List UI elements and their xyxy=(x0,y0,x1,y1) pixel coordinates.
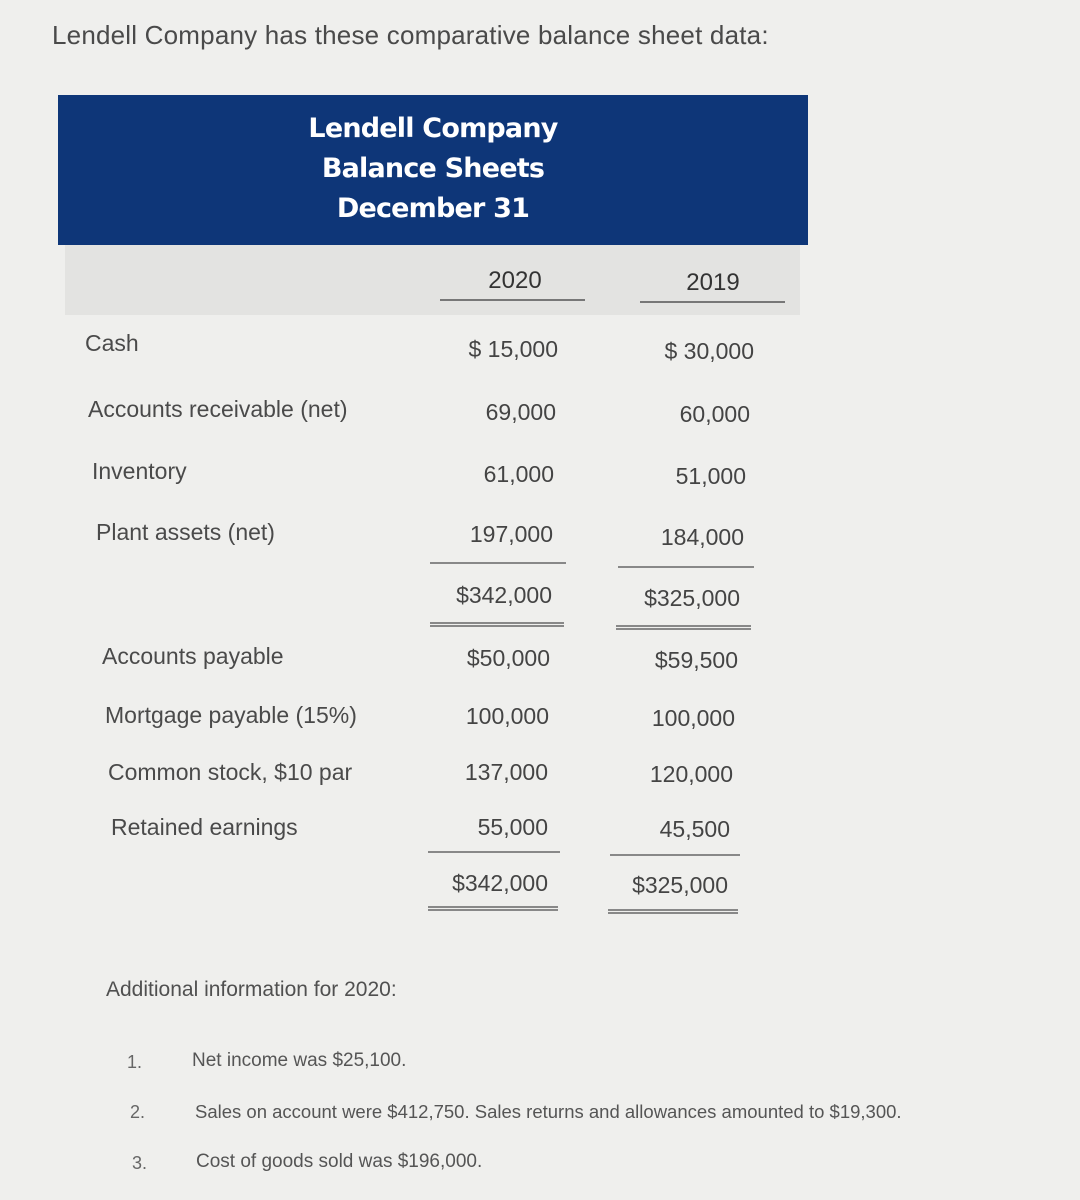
inventory-2019: 51,000 xyxy=(675,463,746,489)
assets-total-double-rule-2019 xyxy=(616,625,751,630)
inventory-2020: 61,000 xyxy=(483,461,554,487)
row-label-inventory: Inventory xyxy=(92,458,187,484)
plant-assets-2019: 184,000 xyxy=(660,524,744,550)
statement-header xyxy=(58,95,808,245)
info-item-number: 2. xyxy=(130,1102,146,1122)
info-item-net-income: Net income was $25,100. xyxy=(192,1050,407,1071)
assets-subtotal-rule-2019 xyxy=(618,566,754,568)
mortgage-payable-2020: 100,000 xyxy=(465,703,549,729)
assets-subtotal-rule-2020 xyxy=(430,562,566,564)
company-name: Lendell Company xyxy=(308,113,558,144)
retained-earnings-2020: 55,000 xyxy=(477,814,548,840)
info-item-number: 3. xyxy=(132,1153,148,1173)
liabilities-equity-total-2020: $342,000 xyxy=(452,870,548,896)
column-header-2019-underline xyxy=(640,301,785,303)
row-label-cash: Cash xyxy=(85,330,139,356)
liabilities-equity-total-2019: $325,000 xyxy=(632,872,728,898)
row-label-accounts-payable: Accounts payable xyxy=(102,643,284,669)
liabilities-subtotal-rule-2019 xyxy=(610,854,740,856)
common-stock-2020: 137,000 xyxy=(464,759,548,785)
row-label-retained-earnings: Retained earnings xyxy=(111,814,298,840)
row-label-mortgage-payable: Mortgage payable (15%) xyxy=(105,702,357,728)
retained-earnings-2019: 45,500 xyxy=(659,816,730,842)
cash-2019: $ 30,000 xyxy=(664,338,754,364)
statement-date: December 31 xyxy=(336,193,530,224)
assets-total-double-rule-2020 xyxy=(430,622,564,627)
liabilities-subtotal-rule-2020 xyxy=(428,851,560,853)
info-item-cost-of-goods-sold: Cost of goods sold was $196,000. xyxy=(196,1151,483,1172)
accounts-receivable-2019: 60,000 xyxy=(679,401,750,427)
row-label-plant-assets: Plant assets (net) xyxy=(96,519,275,545)
assets-total-2019: $325,000 xyxy=(644,585,740,611)
common-stock-2019: 120,000 xyxy=(649,761,733,787)
additional-info-title: Additional information for 2020: xyxy=(106,978,397,1001)
mortgage-payable-2019: 100,000 xyxy=(651,705,735,731)
column-header-2020-underline xyxy=(440,299,585,301)
intro-text: Lendell Company has these comparative balance sheet data: xyxy=(52,20,769,50)
assets-total-2020: $342,000 xyxy=(456,582,552,608)
info-item-number: 1. xyxy=(127,1052,143,1072)
cash-2020: $ 15,000 xyxy=(468,336,558,362)
liabilities-total-double-rule-2020 xyxy=(428,906,558,911)
column-header-2019: 2019 xyxy=(686,269,740,296)
accounts-payable-2020: $50,000 xyxy=(466,645,550,671)
plant-assets-2020: 197,000 xyxy=(469,521,553,547)
row-label-common-stock: Common stock, $10 par xyxy=(108,759,353,785)
accounts-payable-2019: $59,500 xyxy=(654,647,738,673)
row-label-accounts-receivable: Accounts receivable (net) xyxy=(88,396,348,422)
column-header-2020: 2020 xyxy=(488,267,542,294)
info-item-sales: Sales on account were $412,750. Sales returns and allowances amounted to $19,300. xyxy=(195,1101,902,1122)
accounts-receivable-2020: 69,000 xyxy=(485,399,556,425)
statement-title: Balance Sheets xyxy=(321,153,545,184)
liabilities-total-double-rule-2019 xyxy=(608,909,738,914)
